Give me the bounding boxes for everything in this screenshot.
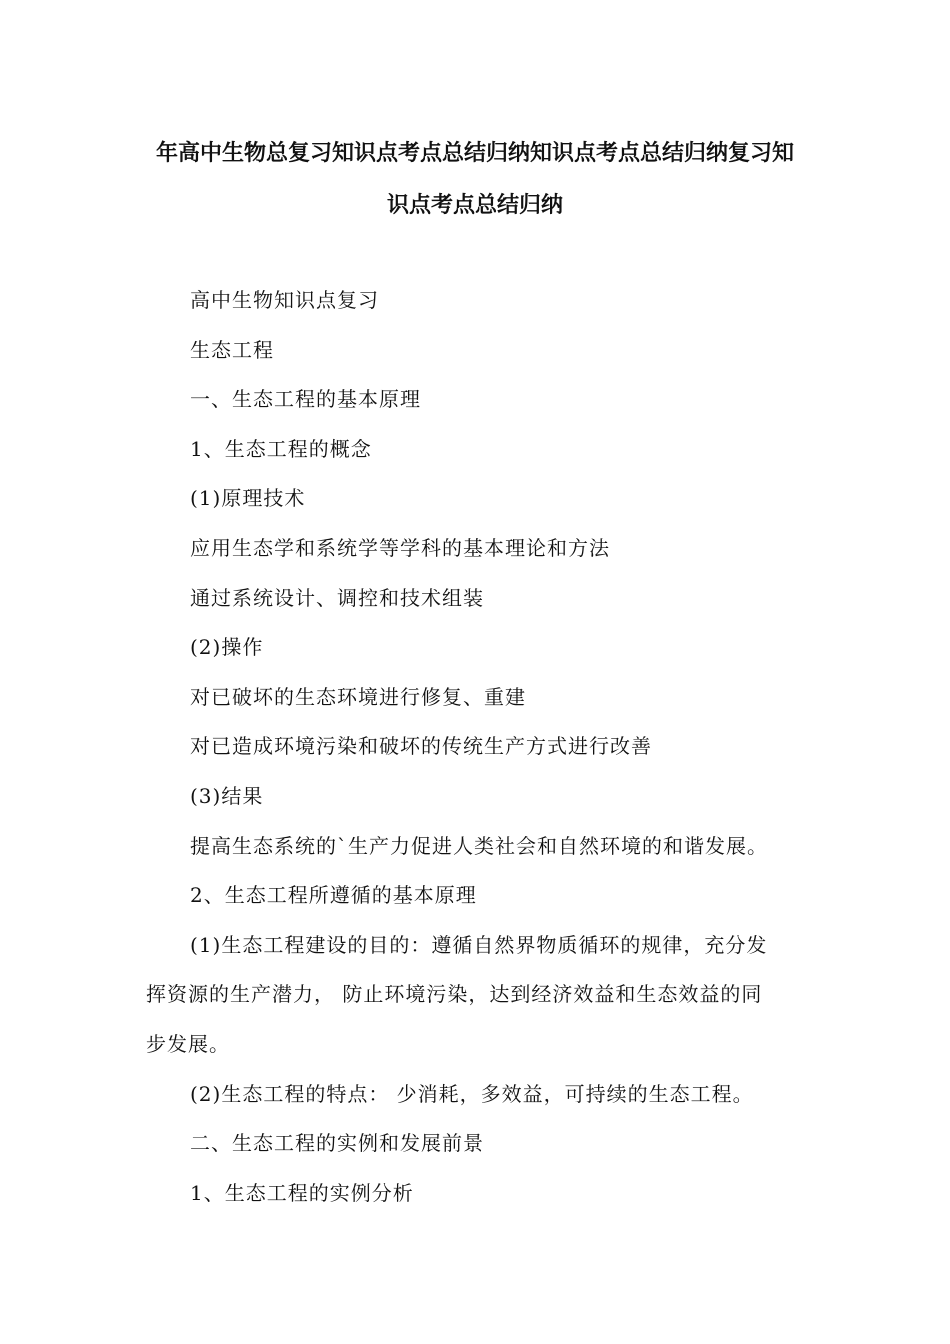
document-body bbox=[146, 276, 816, 1218]
title-line-1: 年高中生物总复习知识点考点总结归纳知识点考点总结归纳复习知 bbox=[155, 141, 794, 166]
text-line: (2)操作 bbox=[190, 635, 264, 660]
text-line: (2)生态工程的特点： 少消耗，多效益，可持续的生态工程。 bbox=[190, 1081, 754, 1106]
text-line: 应用生态学和系统学等学科的基本理论和方法 bbox=[190, 535, 610, 560]
paragraph-line: 挥资源的生产潜力， 防止环境污染，达到经济效益和生态效益的同 bbox=[146, 982, 763, 1007]
paragraph-line: (1)生态工程建设的目的：遵循自然界物质循环的规律，充分发 bbox=[190, 932, 768, 957]
text-line: 高中生物知识点复习 bbox=[190, 288, 379, 312]
section-heading: 二、生态工程的实例和发展前景 bbox=[190, 1131, 484, 1156]
text-line: 对已造成环境污染和破坏的传统生产方式进行改善 bbox=[190, 734, 652, 759]
text-line: 提高生态系统的`生产力促进人类社会和自然环境的和谐发展。 bbox=[190, 833, 768, 858]
text-line: 对已破坏的生态环境进行修复、重建 bbox=[190, 684, 526, 709]
document-title bbox=[120, 128, 830, 232]
text-line: (3)结果 bbox=[190, 783, 264, 808]
paragraph-line: 步发展。 bbox=[146, 1031, 230, 1056]
section-heading: 生态工程 bbox=[190, 337, 274, 362]
text-line: (1)原理技术 bbox=[190, 486, 306, 511]
subsection-heading: 1、生态工程的概念 bbox=[190, 436, 372, 461]
title-line-2: 识点考点总结归纳 bbox=[386, 193, 563, 218]
text-line: 通过系统设计、调控和技术组装 bbox=[190, 585, 484, 610]
section-heading: 一、生态工程的基本原理 bbox=[190, 387, 421, 412]
subsection-heading: 2、生态工程所遵循的基本原理 bbox=[190, 883, 477, 908]
subsection-heading: 1、生态工程的实例分析 bbox=[190, 1180, 414, 1205]
